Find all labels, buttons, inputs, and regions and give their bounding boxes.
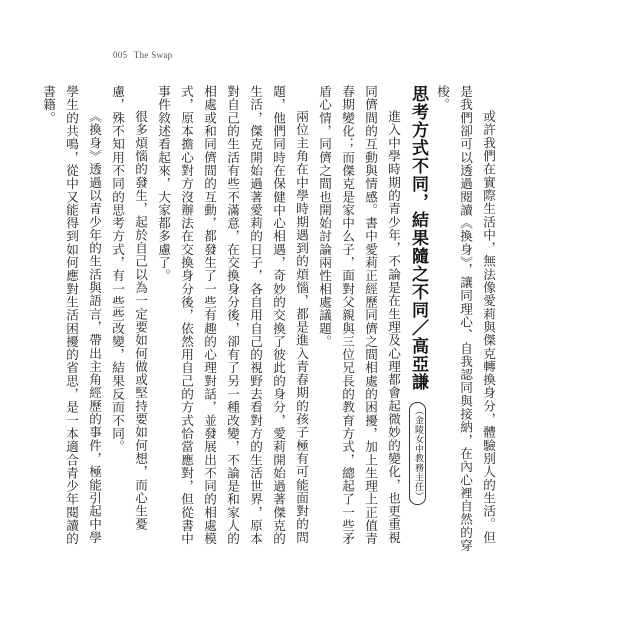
- book-title: The Swap: [133, 50, 173, 60]
- author-separator: ／: [408, 319, 428, 337]
- page-number: 005: [113, 50, 128, 60]
- article-heading: [405, 85, 431, 555]
- body-paragraph: 進入中學時期的青少年，不論是在生理及心理都會起微妙的變化，也更重視同儕間的互動與情感。書中愛莉正經歷同儕之間相處的困擾，加上生理上正值青春期變化；而傑克是家中么子，面對父親與三位兄長的教育方式，總起了一些矛盾心情，同儕之間也開始討論兩性相處議題。: [317, 85, 401, 546]
- body-paragraph: 《換身》透過以青少年的生活與語言，帶出主角經歷的事件，極能引起中學學生的共鳴，從中又能得到如何應對生活困擾的省思，是一本適合青少年閱讀的書籍。: [41, 85, 102, 546]
- article-author: 高亞謙: [408, 337, 428, 391]
- intro-paragraph: 或許我們在實際生活中，無法像愛莉與傑克轉換身分，體驗別人的生活。但是我們卻可以透過閱讀《換身》，讓同理心、自我認同與接納，在內心裡自然的穿梭。: [435, 85, 496, 553]
- body-paragraph: 很多煩惱的發生，起於自己以為一定要如何做或堅持要如何想，而心生憂慮，殊不知用不同的思考方式，有一些些改變，結果反而不同。: [110, 85, 148, 531]
- author-affiliation: （金陵女中教務主任）: [409, 402, 426, 505]
- body-paragraph: 兩位主角在中學時期遇到的煩惱，都是進入青春期的孩子極有可能面對的問題，他們同時在保健中心相遇，奇妙的交換了彼此的身分，愛莉開始過著傑克的生活，傑克開始過著愛莉的日子，各自用自己的視野去看對方的生活世界，原本對自己的生活有些不滿意，在交換身分後，卻有了另一種改變，不論是和家人的相處或和同儕間的互動，都發生了一些有趣的心理對話，並發展出不同的相處模式，原本擔心對方沒辦法在交換身分後，依然用自己的方式恰當應對，但從書中事件敘述看起來，大家都多慮了。: [156, 85, 309, 546]
- article-title: 思考方式不同，結果隨之不同: [408, 85, 428, 319]
- vertical-text-body: [37, 85, 500, 555]
- running-header: [113, 50, 172, 60]
